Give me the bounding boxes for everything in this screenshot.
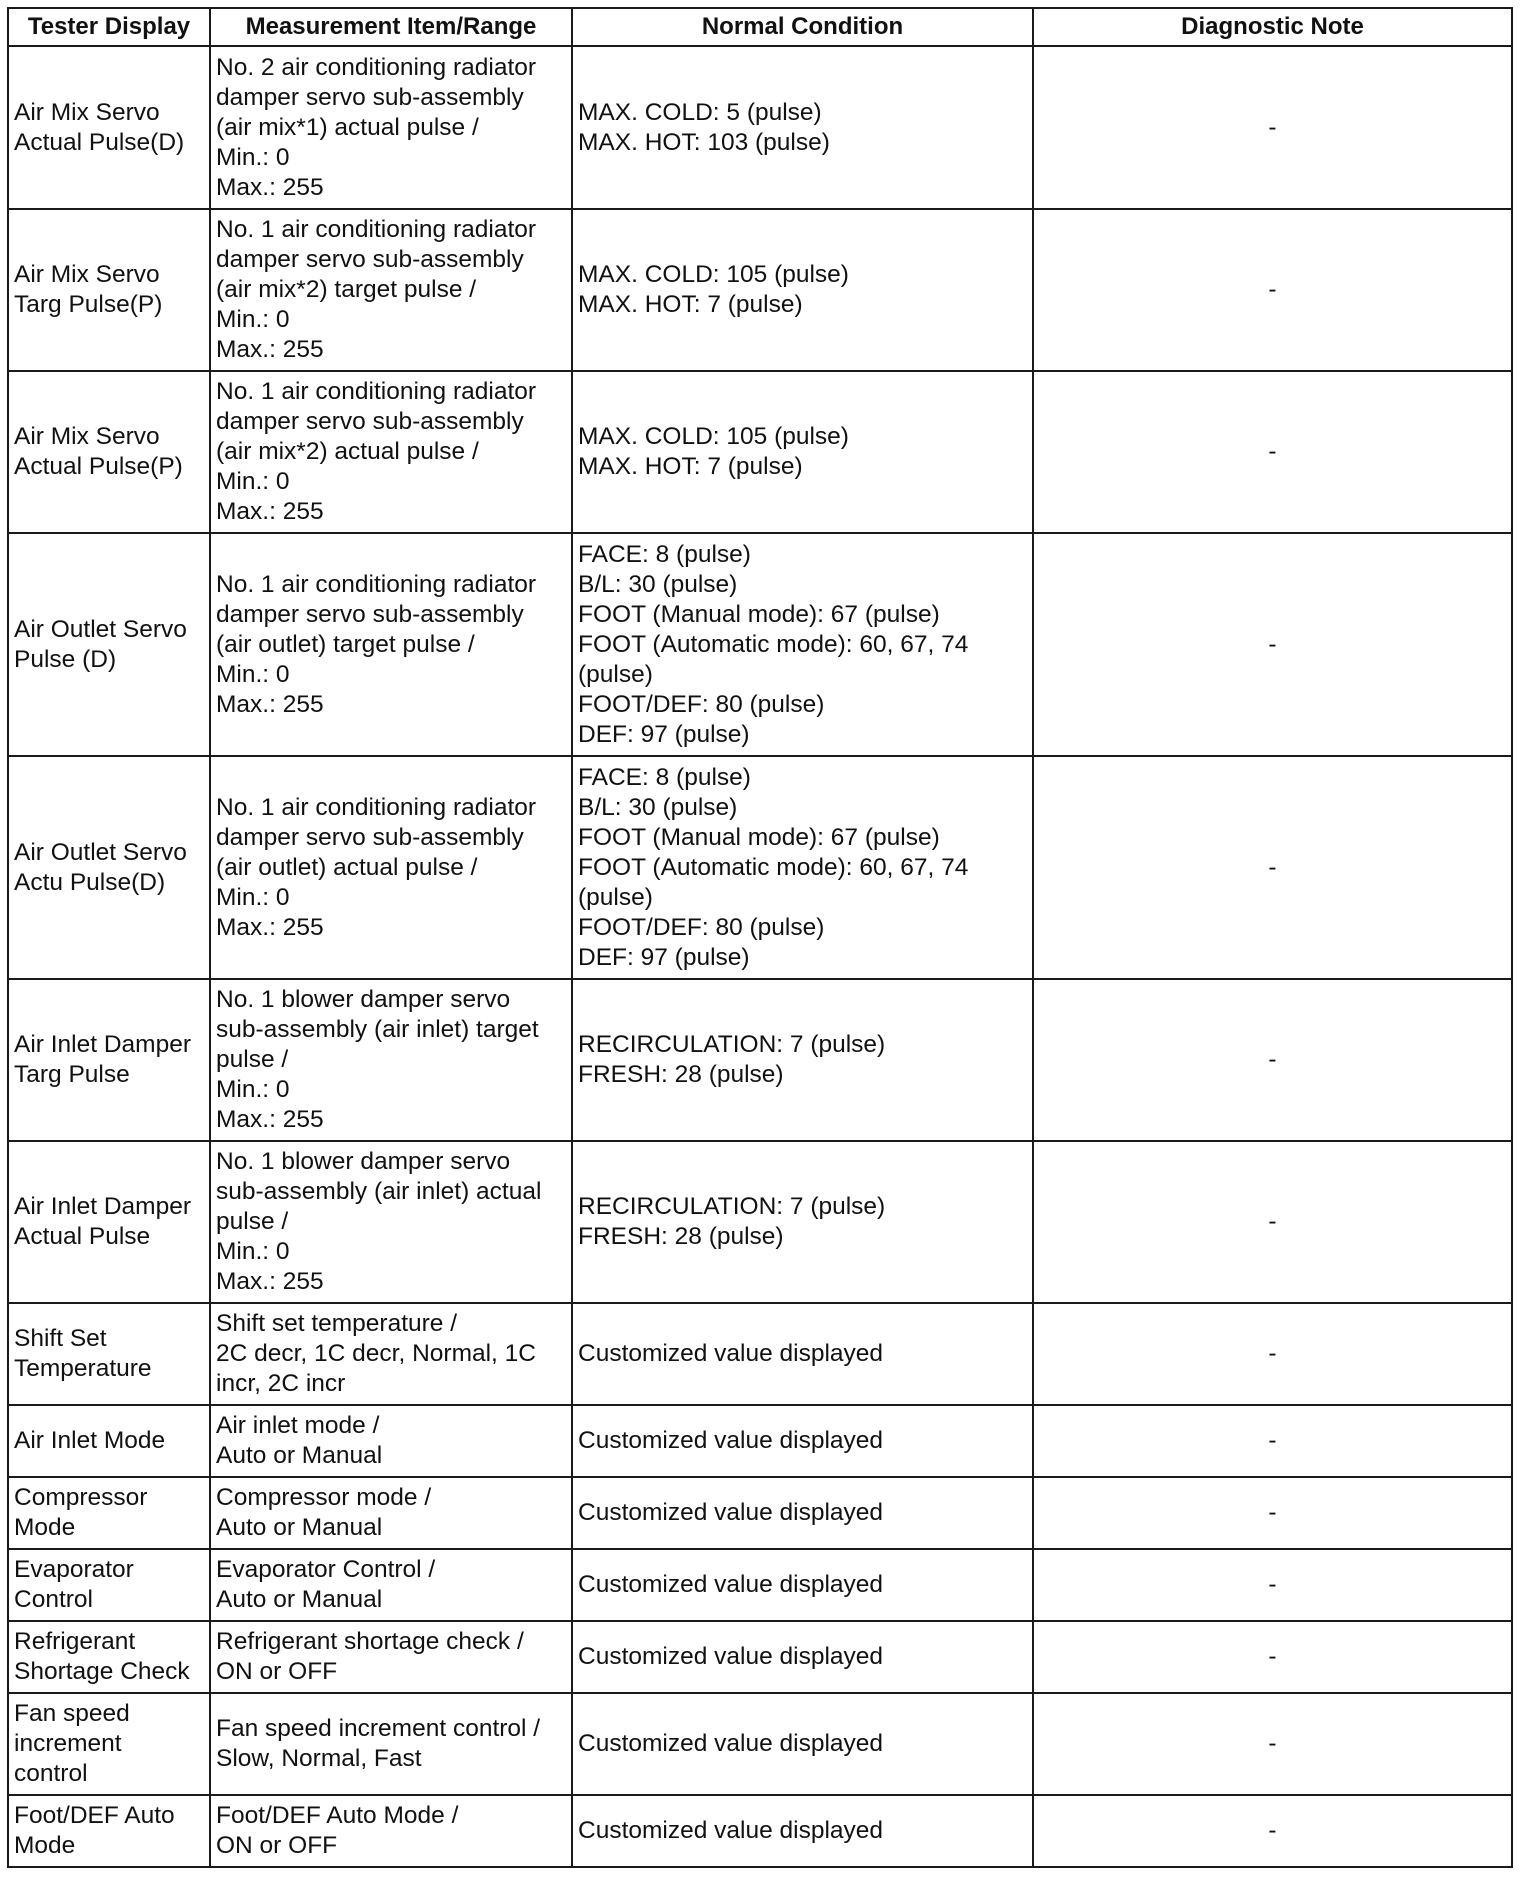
cell-tester-display: Air Mix Servo Actual Pulse(D) (8, 46, 210, 209)
table-row (8, 1549, 1512, 1621)
cell-diagnostic-note: - (1033, 1621, 1512, 1693)
cell-measurement: No. 2 air conditioning radiator damper servo sub-assembly (air mix*1) actual pulse / Min.: 0 Max.: 255 (210, 46, 572, 209)
cell-normal-condition: Customized value displayed (572, 1621, 1033, 1693)
table-row (8, 46, 1512, 209)
header-row (8, 8, 1512, 46)
cell-measurement: Evaporator Control / Auto or Manual (210, 1549, 572, 1621)
cell-measurement: No. 1 air conditioning radiator damper servo sub-assembly (air mix*2) target pulse / Min.: 0 Max.: 255 (210, 209, 572, 371)
cell-measurement: Refrigerant shortage check / ON or OFF (210, 1621, 572, 1693)
cell-diagnostic-note: - (1033, 1477, 1512, 1549)
cell-measurement: No. 1 air conditioning radiator damper servo sub-assembly (air outlet) target pulse / Min.: 0 Max.: 255 (210, 533, 572, 756)
cell-tester-display: Fan speed increment control (8, 1693, 210, 1795)
cell-tester-display: Air Outlet Servo Pulse (D) (8, 533, 210, 756)
header-tester-display: Tester Display (8, 8, 210, 46)
cell-measurement: No. 1 air conditioning radiator damper servo sub-assembly (air outlet) actual pulse / Min.: 0 Max.: 255 (210, 756, 572, 979)
cell-diagnostic-note: - (1033, 1549, 1512, 1621)
table-row (8, 1477, 1512, 1549)
cell-measurement: Compressor mode / Auto or Manual (210, 1477, 572, 1549)
cell-diagnostic-note: - (1033, 1303, 1512, 1405)
table-row (8, 1405, 1512, 1477)
cell-diagnostic-note: - (1033, 756, 1512, 979)
cell-measurement: Air inlet mode / Auto or Manual (210, 1405, 572, 1477)
table-row (8, 756, 1512, 979)
cell-tester-display: Refrigerant Shortage Check (8, 1621, 210, 1693)
cell-diagnostic-note: - (1033, 1795, 1512, 1867)
cell-tester-display: Air Mix Servo Actual Pulse(P) (8, 371, 210, 533)
cell-diagnostic-note: - (1033, 1405, 1512, 1477)
table-row (8, 1621, 1512, 1693)
header-diagnostic-note: Diagnostic Note (1033, 8, 1512, 46)
table-row (8, 1795, 1512, 1867)
table-row (8, 979, 1512, 1141)
cell-normal-condition: Customized value displayed (572, 1405, 1033, 1477)
cell-diagnostic-note: - (1033, 209, 1512, 371)
table-row (8, 371, 1512, 533)
cell-normal-condition: MAX. COLD: 105 (pulse) MAX. HOT: 7 (pulse) (572, 209, 1033, 371)
cell-measurement: No. 1 blower damper servo sub-assembly (air inlet) target pulse / Min.: 0 Max.: 255 (210, 979, 572, 1141)
cell-diagnostic-note: - (1033, 371, 1512, 533)
cell-normal-condition: Customized value displayed (572, 1477, 1033, 1549)
cell-normal-condition: MAX. COLD: 105 (pulse) MAX. HOT: 7 (pulse) (572, 371, 1033, 533)
data-list-table (7, 7, 1513, 1868)
cell-tester-display: Air Inlet Damper Actual Pulse (8, 1141, 210, 1303)
cell-tester-display: Evaporator Control (8, 1549, 210, 1621)
cell-measurement: Shift set temperature / 2C decr, 1C decr, Normal, 1C incr, 2C incr (210, 1303, 572, 1405)
cell-tester-display: Air Inlet Mode (8, 1405, 210, 1477)
cell-diagnostic-note: - (1033, 46, 1512, 209)
cell-normal-condition: Customized value displayed (572, 1303, 1033, 1405)
cell-tester-display: Air Mix Servo Targ Pulse(P) (8, 209, 210, 371)
cell-normal-condition: FACE: 8 (pulse) B/L: 30 (pulse) FOOT (Manual mode): 67 (pulse) FOOT (Automatic mode): 60, 67, 74 (pulse) FOOT/DEF: 80 (pulse) DEF: 97 (pulse) (572, 756, 1033, 979)
cell-normal-condition: FACE: 8 (pulse) B/L: 30 (pulse) FOOT (Manual mode): 67 (pulse) FOOT (Automatic mode): 60, 67, 74 (pulse) FOOT/DEF: 80 (pulse) DEF: 97 (pulse) (572, 533, 1033, 756)
cell-measurement: No. 1 blower damper servo sub-assembly (air inlet) actual pulse / Min.: 0 Max.: 255 (210, 1141, 572, 1303)
cell-tester-display: Shift Set Temperature (8, 1303, 210, 1405)
cell-diagnostic-note: - (1033, 979, 1512, 1141)
table-row (8, 1693, 1512, 1795)
cell-tester-display: Air Inlet Damper Targ Pulse (8, 979, 210, 1141)
cell-diagnostic-note: - (1033, 1141, 1512, 1303)
cell-diagnostic-note: - (1033, 1693, 1512, 1795)
table-row (8, 1141, 1512, 1303)
header-normal-condition: Normal Condition (572, 8, 1033, 46)
table-row (8, 533, 1512, 756)
cell-diagnostic-note: - (1033, 533, 1512, 756)
cell-normal-condition: RECIRCULATION: 7 (pulse) FRESH: 28 (pulse) (572, 1141, 1033, 1303)
cell-tester-display: Foot/DEF Auto Mode (8, 1795, 210, 1867)
diagnostic-table-container (7, 7, 1511, 1868)
cell-normal-condition: Customized value displayed (572, 1795, 1033, 1867)
cell-tester-display: Air Outlet Servo Actu Pulse(D) (8, 756, 210, 979)
cell-measurement: Foot/DEF Auto Mode / ON or OFF (210, 1795, 572, 1867)
cell-measurement: Fan speed increment control / Slow, Normal, Fast (210, 1693, 572, 1795)
cell-normal-condition: RECIRCULATION: 7 (pulse) FRESH: 28 (pulse) (572, 979, 1033, 1141)
cell-normal-condition: MAX. COLD: 5 (pulse) MAX. HOT: 103 (pulse) (572, 46, 1033, 209)
cell-measurement: No. 1 air conditioning radiator damper servo sub-assembly (air mix*2) actual pulse / Min.: 0 Max.: 255 (210, 371, 572, 533)
table-row (8, 1303, 1512, 1405)
table-row (8, 209, 1512, 371)
header-measurement-item-range: Measurement Item/Range (210, 8, 572, 46)
cell-tester-display: Compressor Mode (8, 1477, 210, 1549)
cell-normal-condition: Customized value displayed (572, 1693, 1033, 1795)
cell-normal-condition: Customized value displayed (572, 1549, 1033, 1621)
